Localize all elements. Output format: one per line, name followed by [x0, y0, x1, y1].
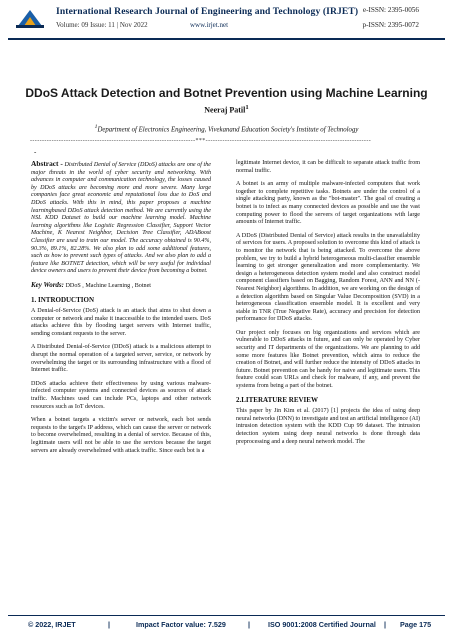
- intro-paragraph-1: A Denial-of-Service (DoS) attack is an attack that aims to shut down a computer or network and make it inaccessible to the intended users. DoS attacks achieve this by flooding target servers with Internet traffic, sending constant requests to the server.: [31, 308, 211, 337]
- intro-paragraph-2: A Distributed Denial-of-Service (DDoS) attack is a malicious attempt to disrupt the normal operation of a targeted server, service, or network by overwhelming the target or its surrounding infrastructure with a flood of Internet traffic.: [31, 344, 211, 374]
- separator-bullet: -: [34, 148, 37, 156]
- footer-rule: [8, 615, 445, 616]
- keywords-text: DDoS , Machine Learning , Botnet: [64, 282, 151, 289]
- abstract-heading: Abstract -: [31, 159, 63, 168]
- footer-separator-2: |: [248, 620, 251, 629]
- e-issn: e-ISSN: 2395-0056: [362, 6, 419, 14]
- journal-volume: Volume: 09 Issue: 11 | Nov 2022: [56, 21, 148, 29]
- right-paragraph-4: Our project only focuses on big organizations and services which are vulnerable to DDoS attacks in future, and can only be operated by Cyber security and IT departments of the organizations. We are planning to add some more features like Botnet prevention, which aims to reduce the creation of Botnet, and will further reduce the intensity of DDoS attacks in future. Botnet prevention can be handy for naive and legitimate users. This feature could scan URLs and check for malware, if any, and prevent the systems from being a part of the botnet.: [236, 329, 420, 390]
- right-paragraph-2: A botnet is an army of multiple malware-infected computers that work together to complete repetitive tasks. Botnets are under the control of a single attacking party, known as the "bot-master". The goal of creating a botnet is to infect as many connected devices as possible and use the vast computing power to flood the servers of target organizations with large amounts of Internet traffic.: [236, 181, 420, 226]
- literature-paragraph-1: This paper by Jin Kim et al. (2017) [1] projects the idea of using deep neural networks (DNN) to investigate and test an artificial intelligence (AI) intrusion detection system with the KDD Cup 99 dataset. The intrusion detection system using deep neural networks is done through data preprocessing and a deep neural network model. The: [236, 408, 420, 445]
- p-issn: p-ISSN: 2395-0072: [362, 21, 419, 29]
- footer-impact-factor: Impact Factor value: 7.529: [136, 620, 226, 629]
- author-name: Neeraj Patil: [204, 105, 246, 115]
- journal-title: International Research Journal of Engineering and Technology (IRJET): [56, 6, 359, 17]
- footer-iso: ISO 9001:2008 Certified Journal: [268, 620, 376, 629]
- right-paragraph-1: legitimate Internet device, it can be difficult to separate attack traffic from normal traffic.: [236, 160, 420, 174]
- keywords: [31, 282, 211, 291]
- footer-separator-3: |: [384, 620, 387, 629]
- paper-affiliation: [0, 124, 453, 133]
- abstract-text: Distributed Denial of Service (DDoS) attacks are one of the major threats in the world of cyber security and networking. With advances in computer and communication technology, the losses caused by DDoS attacks are becoming more and more severe. Many large companies face great economic and reputational loss due to DoS and DDoS attacks. With this in mind, this paper proposes a machine learningbased DDoS attack detection method. We are currently using the NSL KDD Dataset to build our machine learning model. Machine learning algorithms like Logistic Regression Classifier, Support Vector Machine, K Nearest Neighbor, Decision Tree Classifier, ADABoost Classifier are used to train our model. The accuracy obtained is 90.4%, 90.3%, 89.1%, 82.28%. We also plan to add some additional features, such as how to prevent such types of attacks. And we also plan to add a feature like BOTNET detection, which will be very useful for individual device owners and users to prevent their device from becoming a botnet.: [31, 162, 211, 275]
- keywords-heading: Key Words:: [31, 280, 64, 289]
- affiliation-text: Department of Electronics Engineering, Vivekanand Education Society's Institute of Technology: [97, 126, 359, 134]
- section-introduction-heading: 1. INTRODUCTION: [31, 295, 95, 304]
- footer-separator-1: |: [108, 620, 111, 629]
- left-column: [31, 160, 211, 461]
- footer-copyright: © 2022, IRJET: [28, 620, 76, 629]
- intro-paragraph-3: DDoS attacks achieve their effectiveness by using various malware-infected computer systems and connected devices as sources of attack traffic. Machines used can include PCs, laptops and other network resources such as IoT devices.: [31, 380, 211, 410]
- abstract: [31, 160, 211, 276]
- journal-website[interactable]: www.irjet.net: [190, 21, 229, 29]
- section-literature-review-heading: 2.LITERATURE REVIEW: [236, 395, 318, 404]
- affiliation-superscript: 1: [94, 124, 98, 130]
- journal-header: [0, 0, 453, 34]
- right-column: [236, 160, 420, 452]
- paper-author: [0, 104, 453, 115]
- irjet-logo: [16, 8, 44, 28]
- author-superscript: 1: [245, 104, 249, 111]
- header-rule: [8, 38, 445, 40]
- intro-paragraph-4: When a botnet targets a victim's server or network, each bot sends requests to the target's IP address, which can cause the server or network to become overwhelmed, resulting in a denial of service. Because of this, legitimate users will not be able to use the services because the target servers are already overwhelmed with attack traffic. Since each bot is a: [31, 417, 211, 454]
- footer-page-number: Page 175: [400, 620, 432, 629]
- separator-line: ---------------------------------------------------------------------***---------------------------------------------------------------------: [30, 138, 372, 144]
- right-paragraph-3: A DDoS (Distributed Denial of Service) attack results in the unavailability of services for users. A proposed solution to overcome this kind of attack is to monitor the network that is being attacked. To overcome the above problem, we try to build a hybrid heterogeneous multi-classifier ensemble learning to get stronger generalization and more complementarity. We design a heterogeneous detection system model and also construct model component classifiers based on Bagging, Random Forest, ANN and NN (-Nearest Neighbor) algorithms. In addition, we are working on the design of a detection algorithm based on Singular Value Decomposition (SVD) in a heterogeneous classification ensemble model. It is excellent and very stable in TNR (True Negative Rate), accuracy and precision for detection performance for DDoS attacks.: [236, 232, 420, 323]
- paper-title: DDoS Attack Detection and Botnet Prevention using Machine Learning: [25, 86, 428, 100]
